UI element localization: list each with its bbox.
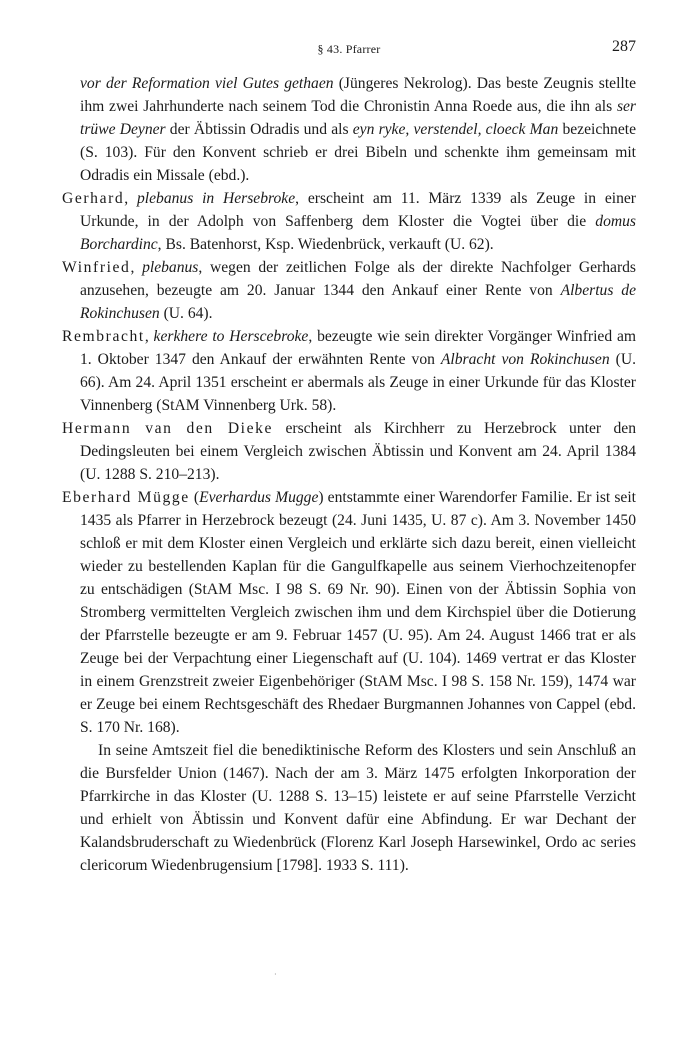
quote-italic: domus Borchardinc — [80, 213, 636, 253]
text-run: , erscheint am 11. März 1339 als Zeuge in einer Urkunde, in der Adolph von Saffenberg dem Kloster die Vogtei über die — [80, 190, 636, 230]
text-run: , wegen der zeitlichen Folge als der direkte Nachfolger Gerhards anzusehen, bezeugte am 20. Januar 1344 den Ankauf einer Rente von — [80, 259, 636, 299]
entry-gerhard — [62, 187, 636, 256]
continuation-paragraph — [62, 72, 636, 187]
entry-eberhard-continuation: In seine Amtszeit fiel die benediktinische Reform des Klosters und sein Anschluß an die Bursfelder Union (1467). Nach der am 3. März 1475 erfolgten Inkorporation der Pfarrkirche in das Kloster (U. 1288 S. 13–15) leistete er auf seine Pfarrstelle Verzicht und erhielt von Äbtissin und Konvent dafür eine Abfindung. Er war Dechant der Kalandsbruderschaft zu Wiedenbrück (Florenz Karl Joseph Harsewinkel, Ordo ac series clericorum Wiedenbrugensium [1798]. 1933 S. 111). — [80, 742, 636, 874]
text-run: der Äbtissin Odradis und als — [165, 121, 353, 138]
quote-italic: Albertus de Rokinchusen — [80, 282, 636, 322]
entry-hermann — [62, 417, 636, 486]
entry-name: Rembracht — [62, 328, 145, 345]
quote-italic: Albracht von Rokinchusen — [440, 351, 610, 368]
text-run: bezeichnete (S. 103). Für den Konvent schrieb er drei Bibeln und schenkte ihm gemeinsam mit Odradis ein Missale (ebd.). — [80, 121, 637, 184]
text-run: , — [130, 259, 143, 276]
text-run: , bezeugte wie sein direkter Vorgänger Winfried am 1. Oktober 1347 den Ankauf der erwähnten Rente von — [80, 328, 637, 368]
entry-eberhard — [62, 486, 636, 739]
text-run: , — [144, 328, 154, 345]
quote-italic: plebanus — [142, 259, 199, 276]
entry-name: Gerhard — [62, 190, 125, 207]
entry-name: Hermann van den Dieke — [62, 420, 274, 437]
text-run: , — [124, 190, 137, 207]
entry-winfried — [62, 256, 636, 325]
entry-rembracht — [62, 325, 636, 417]
quote-italic: kerkhere to Herscebroke — [153, 328, 309, 345]
quote-italic: vor der Reformation viel Gutes gethaen — [80, 75, 334, 92]
page-body — [62, 72, 636, 877]
running-head: § 43. Pfarrer — [317, 42, 381, 56]
footer-mark: · — [274, 970, 277, 979]
quote-italic: plebanus in Hersebroke — [136, 190, 296, 207]
text-run: (Jüngeres Nekrolog). Das beste Zeugnis stellte ihm zwei Jahrhunderte nach seinem Tod die Chronistin Anna Roede aus, die ihn als — [80, 75, 636, 115]
text-run: (U. 64). — [159, 305, 213, 322]
text-run: (U. 66). Am 24. April 1351 erscheint er abermals als Zeuge in einer Urkunde für das Kloster Vinnenberg (StAM Vinnenberg Urk. 58). — [80, 351, 636, 414]
quote-italic: eyn ryke, verstendel, cloeck Man — [352, 121, 559, 138]
entry-name: Winfried — [62, 259, 131, 276]
text-run: ) entstammte einer Warendorfer Familie. Er ist seit 1435 als Pfarrer in Herzebrock bezeugt (24. Juni 1435, U. 87 c). Am 3. November 1450 schloß er mit dem Kloster einen Vergleich und erklärte sich dazu bereit, einen vielleicht wieder zu bestellenden Kaplan für die Gangulfkapelle aus seinem Vierhochzeitenopfer zu entschädigen (StAM Msc. I 98 S. 69 Nr. 90). Einen von der Äbtissin Sophia von Stromberg vermittelten Vergleich zwischen ihm und dem Kirchspiel über die Dotierung der Pfarrstelle bezeugte er am 9. Februar 1457 (U. 95). Am 24. August 1466 trat er als Zeuge bei der Verpachtung einer Liegenschaft auf (U. 104). 1469 vertrat er das Kloster in einem Grenzstreit zweier Eigenbehöriger (StAM Msc. I 98 S. 158 Nr. 159), 1474 war er Zeuge bei einem Rechtsgeschäft des Rhedaer Burgmannen Johannes von Cappel (ebd. S. 170 Nr. 168). — [80, 489, 636, 736]
quote-italic: ser trüwe Deyner — [80, 98, 636, 138]
quote-italic: Everhardus Mugge — [199, 489, 319, 506]
text-run: ( — [189, 489, 200, 506]
page-number: 287 — [612, 38, 636, 55]
page-header — [62, 38, 636, 62]
entry-name: Eberhard Mügge — [62, 489, 190, 506]
text-run: erscheint als Kirchherr zu Herzebrock unter den Dedingsleuten bei einem Vergleich zwischen Äbtissin und Konvent am 24. April 1384 (U. 1288 S. 210–213). — [80, 420, 637, 483]
text-run: , Bs. Batenhorst, Ksp. Wiedenbrück, verkauft (U. 62). — [157, 236, 494, 253]
